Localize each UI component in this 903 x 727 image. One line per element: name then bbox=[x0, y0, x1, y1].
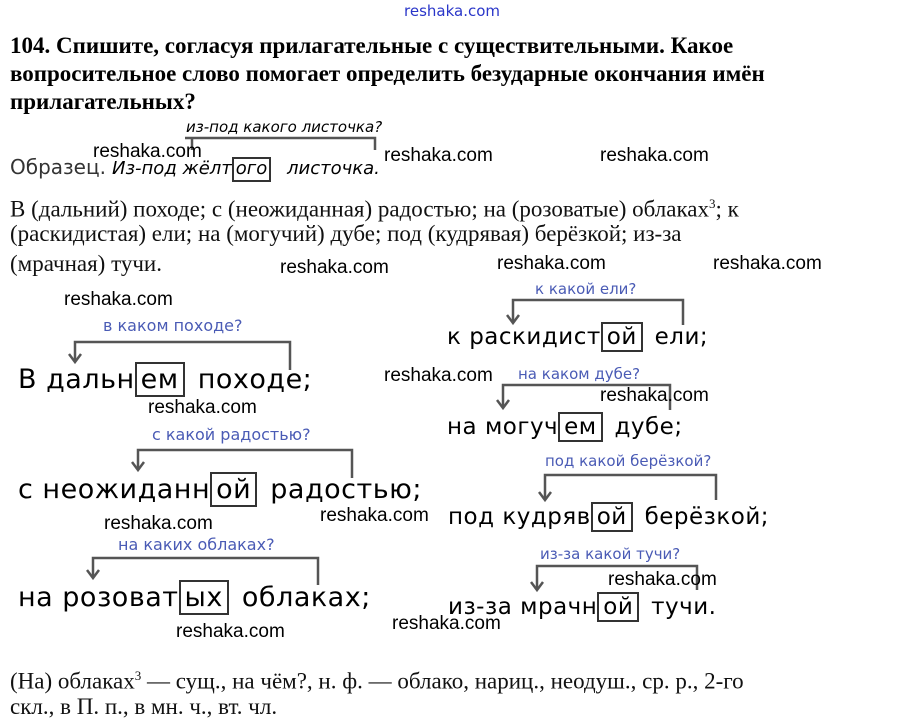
task-text: 104. Спишите, согласуя прилагательные с существительными. Какое вопросительное слово помогает определить безударные окончания имён прилагательных? bbox=[10, 33, 765, 114]
exercise-line-3: (мрачная) тучи. bbox=[10, 251, 162, 276]
example-5-stem: на могуч bbox=[447, 414, 559, 440]
example-4-question: к какой ели? bbox=[535, 280, 637, 298]
watermark: reshaka.com bbox=[392, 613, 501, 634]
note-line-1-rest: — сущ., на чём?, н. ф. — облако, нариц., неодуш., ср. р., 2-го bbox=[141, 668, 744, 694]
example-2-noun: радостью; bbox=[270, 474, 422, 505]
watermark: reshaka.com bbox=[64, 289, 173, 310]
example-4-stem: к раскидист bbox=[447, 324, 601, 350]
note-word: (На) облаках bbox=[10, 668, 135, 694]
example-3-question: на каких облаках? bbox=[118, 535, 275, 554]
example-5 bbox=[447, 412, 683, 442]
example-4 bbox=[447, 322, 708, 352]
example-6-stem: под кудряв bbox=[448, 504, 591, 530]
example-5-noun: дубе; bbox=[614, 414, 683, 440]
watermark: reshaka.com bbox=[384, 365, 493, 386]
sample-ending: ого bbox=[232, 157, 271, 182]
watermark-top: reshaka.com bbox=[404, 2, 500, 20]
example-5-ending: ем bbox=[558, 412, 603, 442]
example-4-noun: ели; bbox=[654, 324, 709, 350]
sample-label: Образец. bbox=[10, 155, 106, 179]
exercise-line-2: (раскидистая) ели; на (могучий) дубе; под (кудрявая) берёзкой; из-за bbox=[10, 221, 682, 246]
example-2 bbox=[18, 472, 422, 507]
example-7-stem: из-за мрачн bbox=[448, 594, 598, 620]
watermark: reshaka.com bbox=[93, 141, 202, 162]
example-7-ending: ой bbox=[597, 592, 639, 622]
sample-phrase-end: листочка. bbox=[286, 158, 380, 179]
example-3 bbox=[18, 580, 371, 615]
example-3-ending: ых bbox=[179, 580, 229, 615]
example-2-question: с какой радостью? bbox=[152, 425, 311, 444]
watermark: reshaka.com bbox=[713, 253, 822, 274]
example-1-stem: В дальн bbox=[18, 364, 135, 395]
example-7-noun: тучи. bbox=[651, 594, 717, 620]
watermark: reshaka.com bbox=[600, 385, 709, 406]
watermark: reshaka.com bbox=[148, 397, 257, 418]
example-1 bbox=[18, 362, 312, 397]
sample-bracket bbox=[185, 138, 375, 150]
example-2-stem: с неожиданн bbox=[18, 474, 211, 505]
watermark: reshaka.com bbox=[497, 253, 606, 274]
exercise-line-1-text: В (дальний) походе; с (неожиданная) радостью; на (розоватые) облаках bbox=[10, 196, 709, 222]
watermark: reshaka.com bbox=[320, 505, 429, 526]
example-1-noun: походе; bbox=[197, 364, 313, 395]
example-3-noun: облаках; bbox=[241, 582, 371, 613]
example-2-ending: ой bbox=[210, 472, 257, 507]
example-6 bbox=[448, 502, 769, 532]
note-footnote-mark: 3 bbox=[134, 668, 142, 683]
exercise-footnote-mark: 3 bbox=[708, 196, 716, 211]
example-4-ending: ой bbox=[601, 322, 643, 352]
sample-question: из-под какого листочка? bbox=[186, 118, 383, 136]
example-6-ending: ой bbox=[591, 502, 633, 532]
watermark: reshaka.com bbox=[176, 621, 285, 642]
example-6-noun: берёзкой; bbox=[644, 504, 770, 530]
watermark: reshaka.com bbox=[280, 257, 389, 278]
example-1-ending: ем bbox=[135, 362, 185, 397]
example-3-stem: на розоват bbox=[18, 582, 179, 613]
note-line-2: скл., в П. п., в мн. ч., вт. чл. bbox=[10, 694, 278, 719]
example-1-question: в каком походе? bbox=[103, 316, 243, 335]
example-6-question: под какой берёзкой? bbox=[545, 452, 712, 470]
watermark: reshaka.com bbox=[600, 145, 709, 166]
exercise-line-1-end: ; к bbox=[715, 196, 739, 222]
watermark: reshaka.com bbox=[608, 569, 717, 590]
example-5-question: на каком дубе? bbox=[518, 365, 641, 383]
bracket-ex6 bbox=[545, 475, 716, 500]
sample-phrase-start: Из-под жёлт bbox=[112, 158, 232, 179]
watermark: reshaka.com bbox=[104, 513, 213, 534]
example-7-question: из-за какой тучи? bbox=[540, 545, 681, 563]
watermark: reshaka.com bbox=[384, 145, 493, 166]
